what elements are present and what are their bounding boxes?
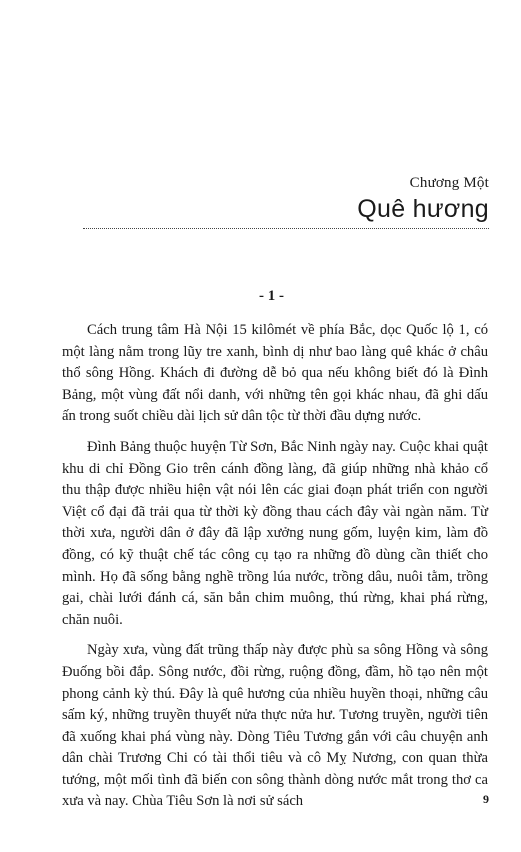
section-number: - 1 - <box>259 288 284 304</box>
title-divider <box>83 228 489 229</box>
chapter-title: Quê hương <box>357 195 489 223</box>
paragraph: Cách trung tâm Hà Nội 15 kilômét về phía Bắc, dọc Quốc lộ 1, có một làng nằm trong lũy tre xanh, bình dị như bao làng quê khác ở châu thổ sông Hồng. Khách đi đường dễ bỏ qua nếu không biết đó là Đình Bảng, một vùng đất nổi danh, với những tên gọi khác nhau, đã ghi dấu ấn trong suốt chiều dài lịch sử dân tộc từ thời đầu dựng nước. <box>62 322 488 425</box>
paragraph: Ngày xưa, vùng đất trũng thấp này được phù sa sông Hồng và sông Đuống bồi đắp. Sông nước, đồi rừng, ruộng đồng, đầm, hồ tạo nên một phong cảnh kỳ thú. Đây là quê hương của nhiều huyền thoại, những câu sấm ký, những truyền thuyết nửa thực nửa hư. Tương truyền, người tiên đã xuống khai phá vùng này. Dòng Tiêu Tương gắn với câu chuyện anh dân chài Trương Chi có tài thổi tiêu và cô Mỵ Nương, con quan thừa tướng, một mối tình đã biến con sông thành dòng nước mắt trong thơ ca xưa và nay. Chùa Tiêu Sơn là nơi sử sách <box>62 642 488 810</box>
paragraph: Đình Bảng thuộc huyện Từ Sơn, Bắc Ninh ngày nay. Cuộc khai quật khu di chỉ Đồng Gio trên cánh đồng làng, đã giúp những nhà khảo cổ thu thập được nhiều hiện vật nói lên các giai đoạn phát triển con người Việt cổ đại đã trải qua từ thời kỳ đồng thau cách đây vài ngàn năm. Từ thời xưa, người dân ở đây đã lập xưởng nung gốm, luyện kim, làm đồ đồng, có kỹ thuật chế tác công cụ tạo ra những đồ dùng cần thiết cho mình. Họ đã sống bằng nghề trồng lúa nước, trồng dâu, nuôi tằm, trồng gai, chài lưới đánh cá, săn bắn chim muông, thú rừng, khai phá rừng, chăn nuôi. <box>62 438 488 628</box>
body-text <box>62 320 488 822</box>
chapter-label: Chương Một <box>409 175 489 191</box>
page-number: 9 <box>483 792 489 806</box>
